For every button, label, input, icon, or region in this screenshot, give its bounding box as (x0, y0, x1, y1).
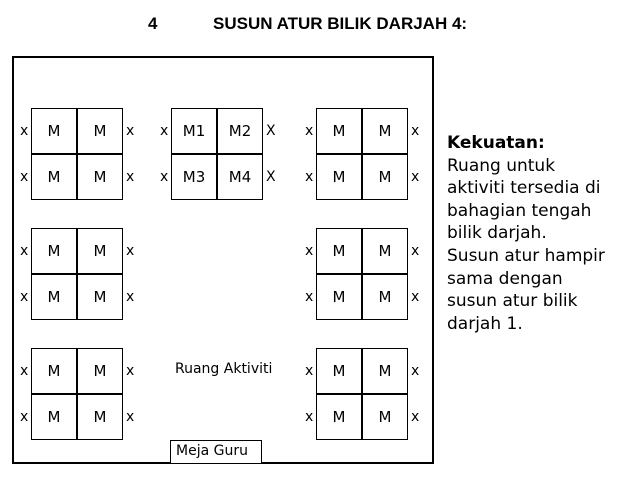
title-number: 4 (148, 14, 158, 33)
notes-line: sama dengan (447, 268, 563, 289)
desk-cell: M (31, 108, 77, 154)
seat-marker: x (20, 123, 29, 139)
activity-area-label: Ruang Aktiviti (175, 361, 273, 377)
notes-line: Ruang untuk (447, 155, 556, 176)
seat-marker: x (411, 289, 420, 305)
seat-marker: X (266, 123, 276, 139)
seat-marker: x (20, 243, 29, 259)
desk-cell: M (31, 394, 77, 440)
desk-cell: M1 (171, 108, 217, 154)
seat-marker: x (411, 243, 420, 259)
desk-cell: M3 (171, 154, 217, 200)
seat-marker: x (305, 289, 314, 305)
teacher-desk: Meja Guru (170, 440, 262, 464)
desk-cell: M (316, 394, 362, 440)
seat-marker: x (305, 169, 314, 185)
desk-cell: M (362, 348, 408, 394)
seat-marker: x (126, 289, 135, 305)
seat-marker: X (266, 169, 276, 185)
seat-marker: x (305, 123, 314, 139)
seat-marker: x (411, 363, 420, 379)
desk-cell: M (31, 154, 77, 200)
notes-line: bilik darjah. (447, 223, 547, 244)
seat-marker: x (305, 409, 314, 425)
seat-marker: x (305, 363, 314, 379)
notes-line: susun atur bilik (447, 291, 578, 312)
desk-cell: M (316, 348, 362, 394)
desk-cell: M (362, 228, 408, 274)
seat-marker: x (20, 289, 29, 305)
desk-cell: M (362, 274, 408, 320)
seat-marker: x (160, 123, 169, 139)
desk-cell: M (362, 394, 408, 440)
desk-cell: M (316, 228, 362, 274)
desk-cell: M2 (217, 108, 263, 154)
desk-cell: M (362, 154, 408, 200)
desk-cell: M (77, 274, 123, 320)
seat-marker: x (20, 363, 29, 379)
seat-marker: x (411, 123, 420, 139)
desk-cell: M (77, 108, 123, 154)
seat-marker: x (126, 409, 135, 425)
notes-heading: Kekuatan: (447, 133, 545, 153)
desk-cell: M (77, 154, 123, 200)
desk-cell: M (31, 348, 77, 394)
desk-cell: M (77, 228, 123, 274)
notes-line: darjah 1. (447, 313, 523, 334)
seat-marker: x (20, 169, 29, 185)
seat-marker: x (305, 243, 314, 259)
seat-marker: x (126, 243, 135, 259)
title-text: SUSUN ATUR BILIK DARJAH 4: (213, 14, 468, 33)
seat-marker: x (126, 123, 135, 139)
desk-cell: M (77, 348, 123, 394)
seat-marker: x (411, 169, 420, 185)
notes-line: Susun atur hampir (447, 245, 605, 266)
desk-cell: M (316, 154, 362, 200)
seat-marker: x (126, 363, 135, 379)
notes-line: bahagian tengah (447, 200, 592, 221)
desk-cell: M (316, 108, 362, 154)
seat-marker: x (20, 409, 29, 425)
strengths-notes (447, 132, 632, 335)
desk-cell: M (77, 394, 123, 440)
seat-marker: x (160, 169, 169, 185)
seat-marker: x (126, 169, 135, 185)
desk-cell: M4 (217, 154, 263, 200)
desk-cell: M (316, 274, 362, 320)
desk-cell: M (31, 228, 77, 274)
desk-cell: M (362, 108, 408, 154)
seat-marker: x (411, 409, 420, 425)
desk-cell: M (31, 274, 77, 320)
notes-line: aktiviti tersedia di (447, 178, 601, 199)
